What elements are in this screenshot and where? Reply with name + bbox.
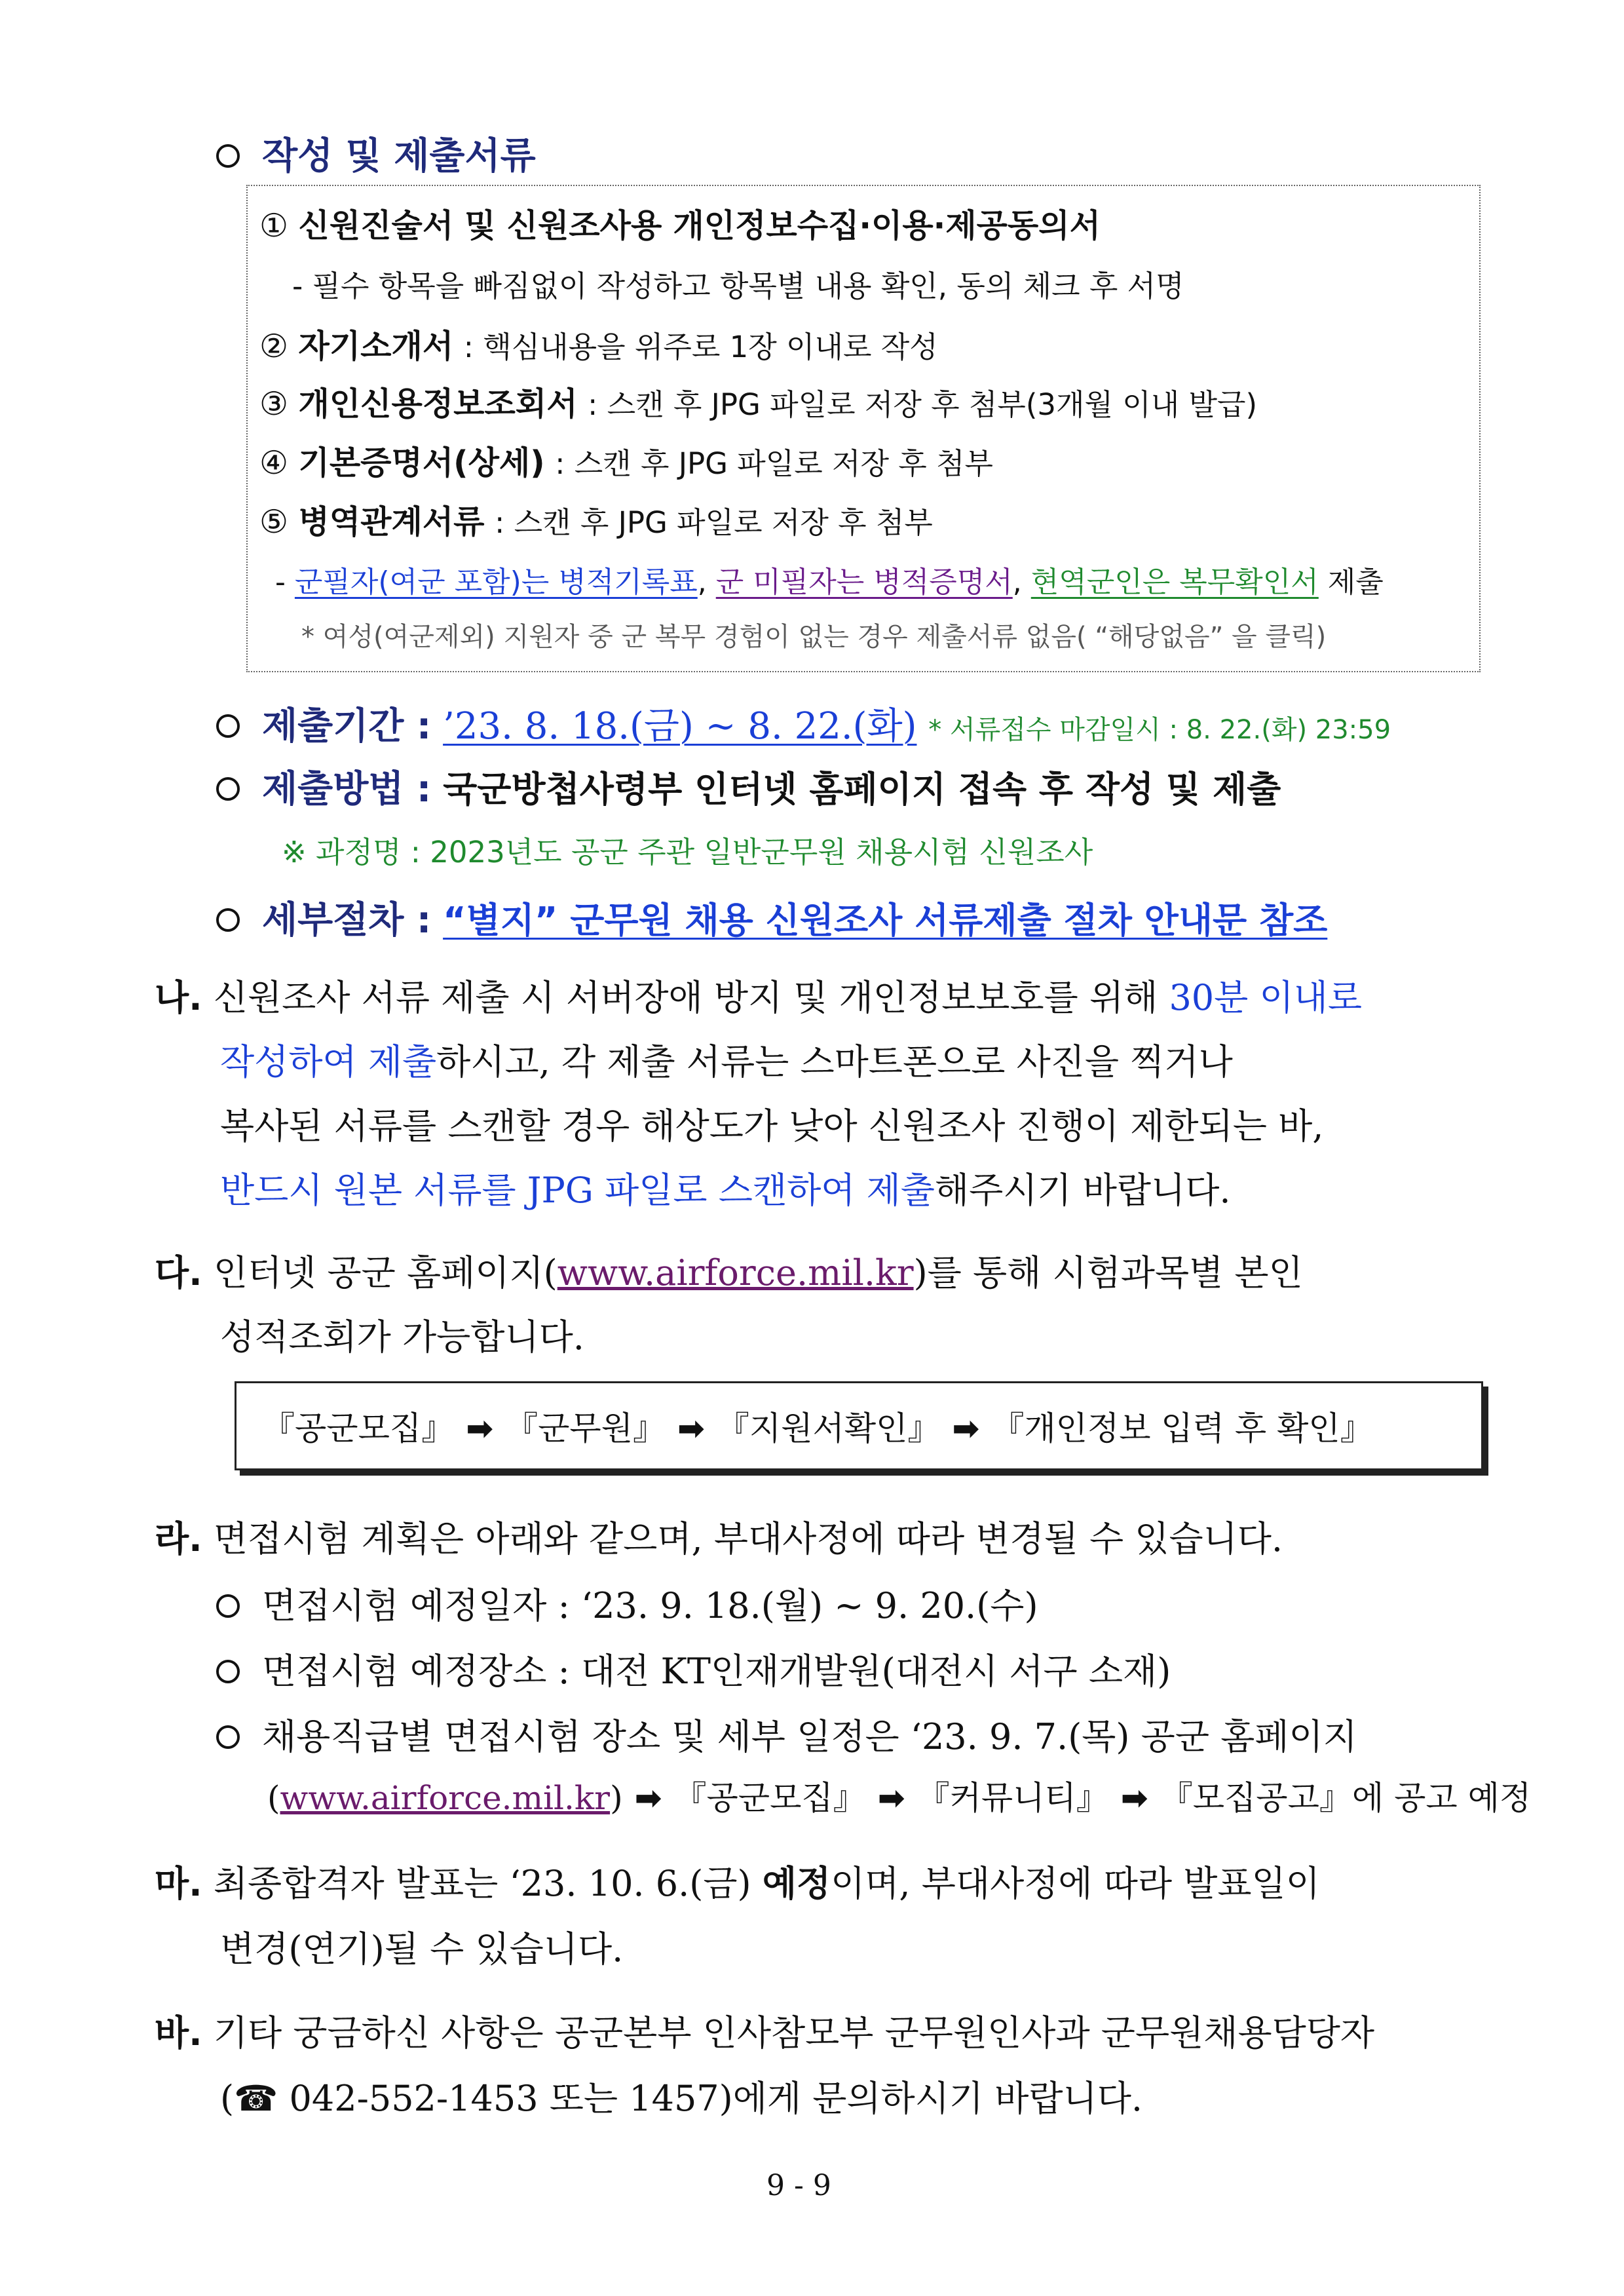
arrow-right-icon: ➡ <box>952 1409 980 1447</box>
doc-item-1: ① 신원진술서 및 신원조사용 개인정보수집·이용·제공동의서 <box>259 207 1101 244</box>
para-na-line2: 작성하여 제출하시고, 각 제출 서류는 스마트폰으로 사진을 찍거나 <box>220 1041 1233 1082</box>
circle-bullet-icon <box>216 144 240 168</box>
submit-period-line: 제출기간 : ’23. 8. 18.(금) ~ 8. 22.(화) * 서류접수 마감일시 : 8. 22.(화) 23:59 <box>216 697 1391 750</box>
para-ra-bullet3-cont: (www.airforce.mil.kr) ➡ 『공군모집』 ➡ 『커뮤니티』 ➡ 『모집공고』에 공고 예정 <box>267 1779 1532 1817</box>
airforce-homepage-link[interactable]: www.airforce.mil.kr <box>280 1779 611 1817</box>
arrow-right-icon: ➡ <box>634 1779 662 1817</box>
para-ma-line1: 마. 최종합격자 발표는 ‘23. 10. 6.(금) 예정이며, 부대사정에 따라 발표일이 <box>155 1862 1320 1904</box>
para-na-line4: 반드시 원본 서류를 JPG 파일로 스캔하여 제출해주시기 바랍니다. <box>220 1170 1231 1211</box>
page-number: 9 - 9 <box>766 2169 831 2202</box>
circle-bullet-icon <box>216 1660 240 1683</box>
circle-bullet-icon <box>216 777 240 801</box>
para-ra-bullet3: 채용직급별 면접시험 장소 및 세부 일정은 ‘23. 9. 7.(목) 공군 홈페이지 <box>216 1709 1357 1759</box>
procedure-line: 세부절차 : “별지” 군무원 채용 신원조사 서류제출 절차 안내문 참조 <box>216 891 1327 944</box>
arrow-right-icon: ➡ <box>466 1409 494 1447</box>
navigation-path: 『공군모집』 ➡ 『군무원』 ➡ 『지원서확인』 ➡ 『개인정보 입력 후 확인』 <box>262 1409 1373 1447</box>
section-heading-docs: 작성 및 제출서류 <box>216 127 536 180</box>
para-ra-intro: 라. 면접시험 계획은 아래와 같으며, 부대사정에 따라 변경될 수 있습니다. <box>155 1518 1283 1559</box>
course-name-note: ※ 과정명 : 2023년도 공군 주관 일반군무원 채용시험 신원조사 <box>282 835 1093 870</box>
doc-item-5: ⑤ 병역관계서류 : 스캔 후 JPG 파일로 저장 후 첨부 <box>259 503 933 541</box>
phone-icon: ☎ <box>234 2078 278 2119</box>
circle-bullet-icon <box>216 1725 240 1749</box>
airforce-homepage-link[interactable]: www.airforce.mil.kr <box>557 1252 914 1293</box>
doc-item-2: ② 자기소개서 : 핵심내용을 위주로 1장 이내로 작성 <box>259 328 938 365</box>
circle-bullet-icon <box>216 714 240 738</box>
arrow-right-icon: ➡ <box>677 1409 705 1447</box>
para-ba-line2: (☎ 042-552-1453 또는 1457)에게 문의하시기 바랍니다. <box>220 2078 1143 2119</box>
arrow-right-icon: ➡ <box>1120 1779 1148 1817</box>
doc-item-3: ③ 개인신용정보조회서 : 스캔 후 JPG 파일로 저장 후 첨부(3개월 이내 발급) <box>259 385 1258 423</box>
submit-method-line: 제출방법 : 국군방첩사령부 인터넷 홈페이지 접속 후 작성 및 제출 <box>216 760 1281 813</box>
para-na-line3: 복사된 서류를 스캔할 경우 해상도가 낮아 신원조사 진행이 제한되는 바, <box>220 1105 1324 1147</box>
para-da-line2: 성적조회가 가능합니다. <box>220 1316 584 1358</box>
circle-bullet-icon <box>216 908 240 932</box>
doc-military-line: - 군필자(여군 포함)는 병적기록표, 군 미필자는 병적증명서, 현역군인은 복무확인서 제출 <box>275 565 1384 599</box>
doc-footnote: * 여성(여군제외) 지원자 중 군 복무 경험이 없는 경우 제출서류 없음( “해당없음” 을 클릭) <box>301 622 1327 652</box>
para-da-line1: 다. 인터넷 공군 홈페이지(www.airforce.mil.kr)를 통해 시험과목별 본인 <box>155 1252 1303 1293</box>
para-ra-bullet1: 면접시험 예정일자 : ‘23. 9. 18.(월) ~ 9. 20.(수) <box>216 1578 1038 1628</box>
para-ma-line2: 변경(연기)될 수 있습니다. <box>220 1928 624 1970</box>
doc-item-1-note: - 필수 항목을 빠짐없이 작성하고 항목별 내용 확인, 동의 체크 후 서명 <box>292 269 1184 303</box>
doc-item-4: ④ 기본증명서(상세) : 스캔 후 JPG 파일로 저장 후 첨부 <box>259 444 993 482</box>
circle-bullet-icon <box>216 1594 240 1618</box>
para-ba-line1: 바. 기타 궁금하신 사항은 공군본부 인사참모부 군무원인사과 군무원채용담당자 <box>155 2012 1375 2054</box>
arrow-right-icon: ➡ <box>877 1779 905 1817</box>
para-ra-bullet2: 면접시험 예정장소 : 대전 KT인재개발원(대전시 서구 소재) <box>216 1643 1171 1694</box>
para-na-line1: 나. 신원조사 서류 제출 시 서버장애 방지 및 개인정보보호를 위해 30분 이내로 <box>155 977 1362 1018</box>
